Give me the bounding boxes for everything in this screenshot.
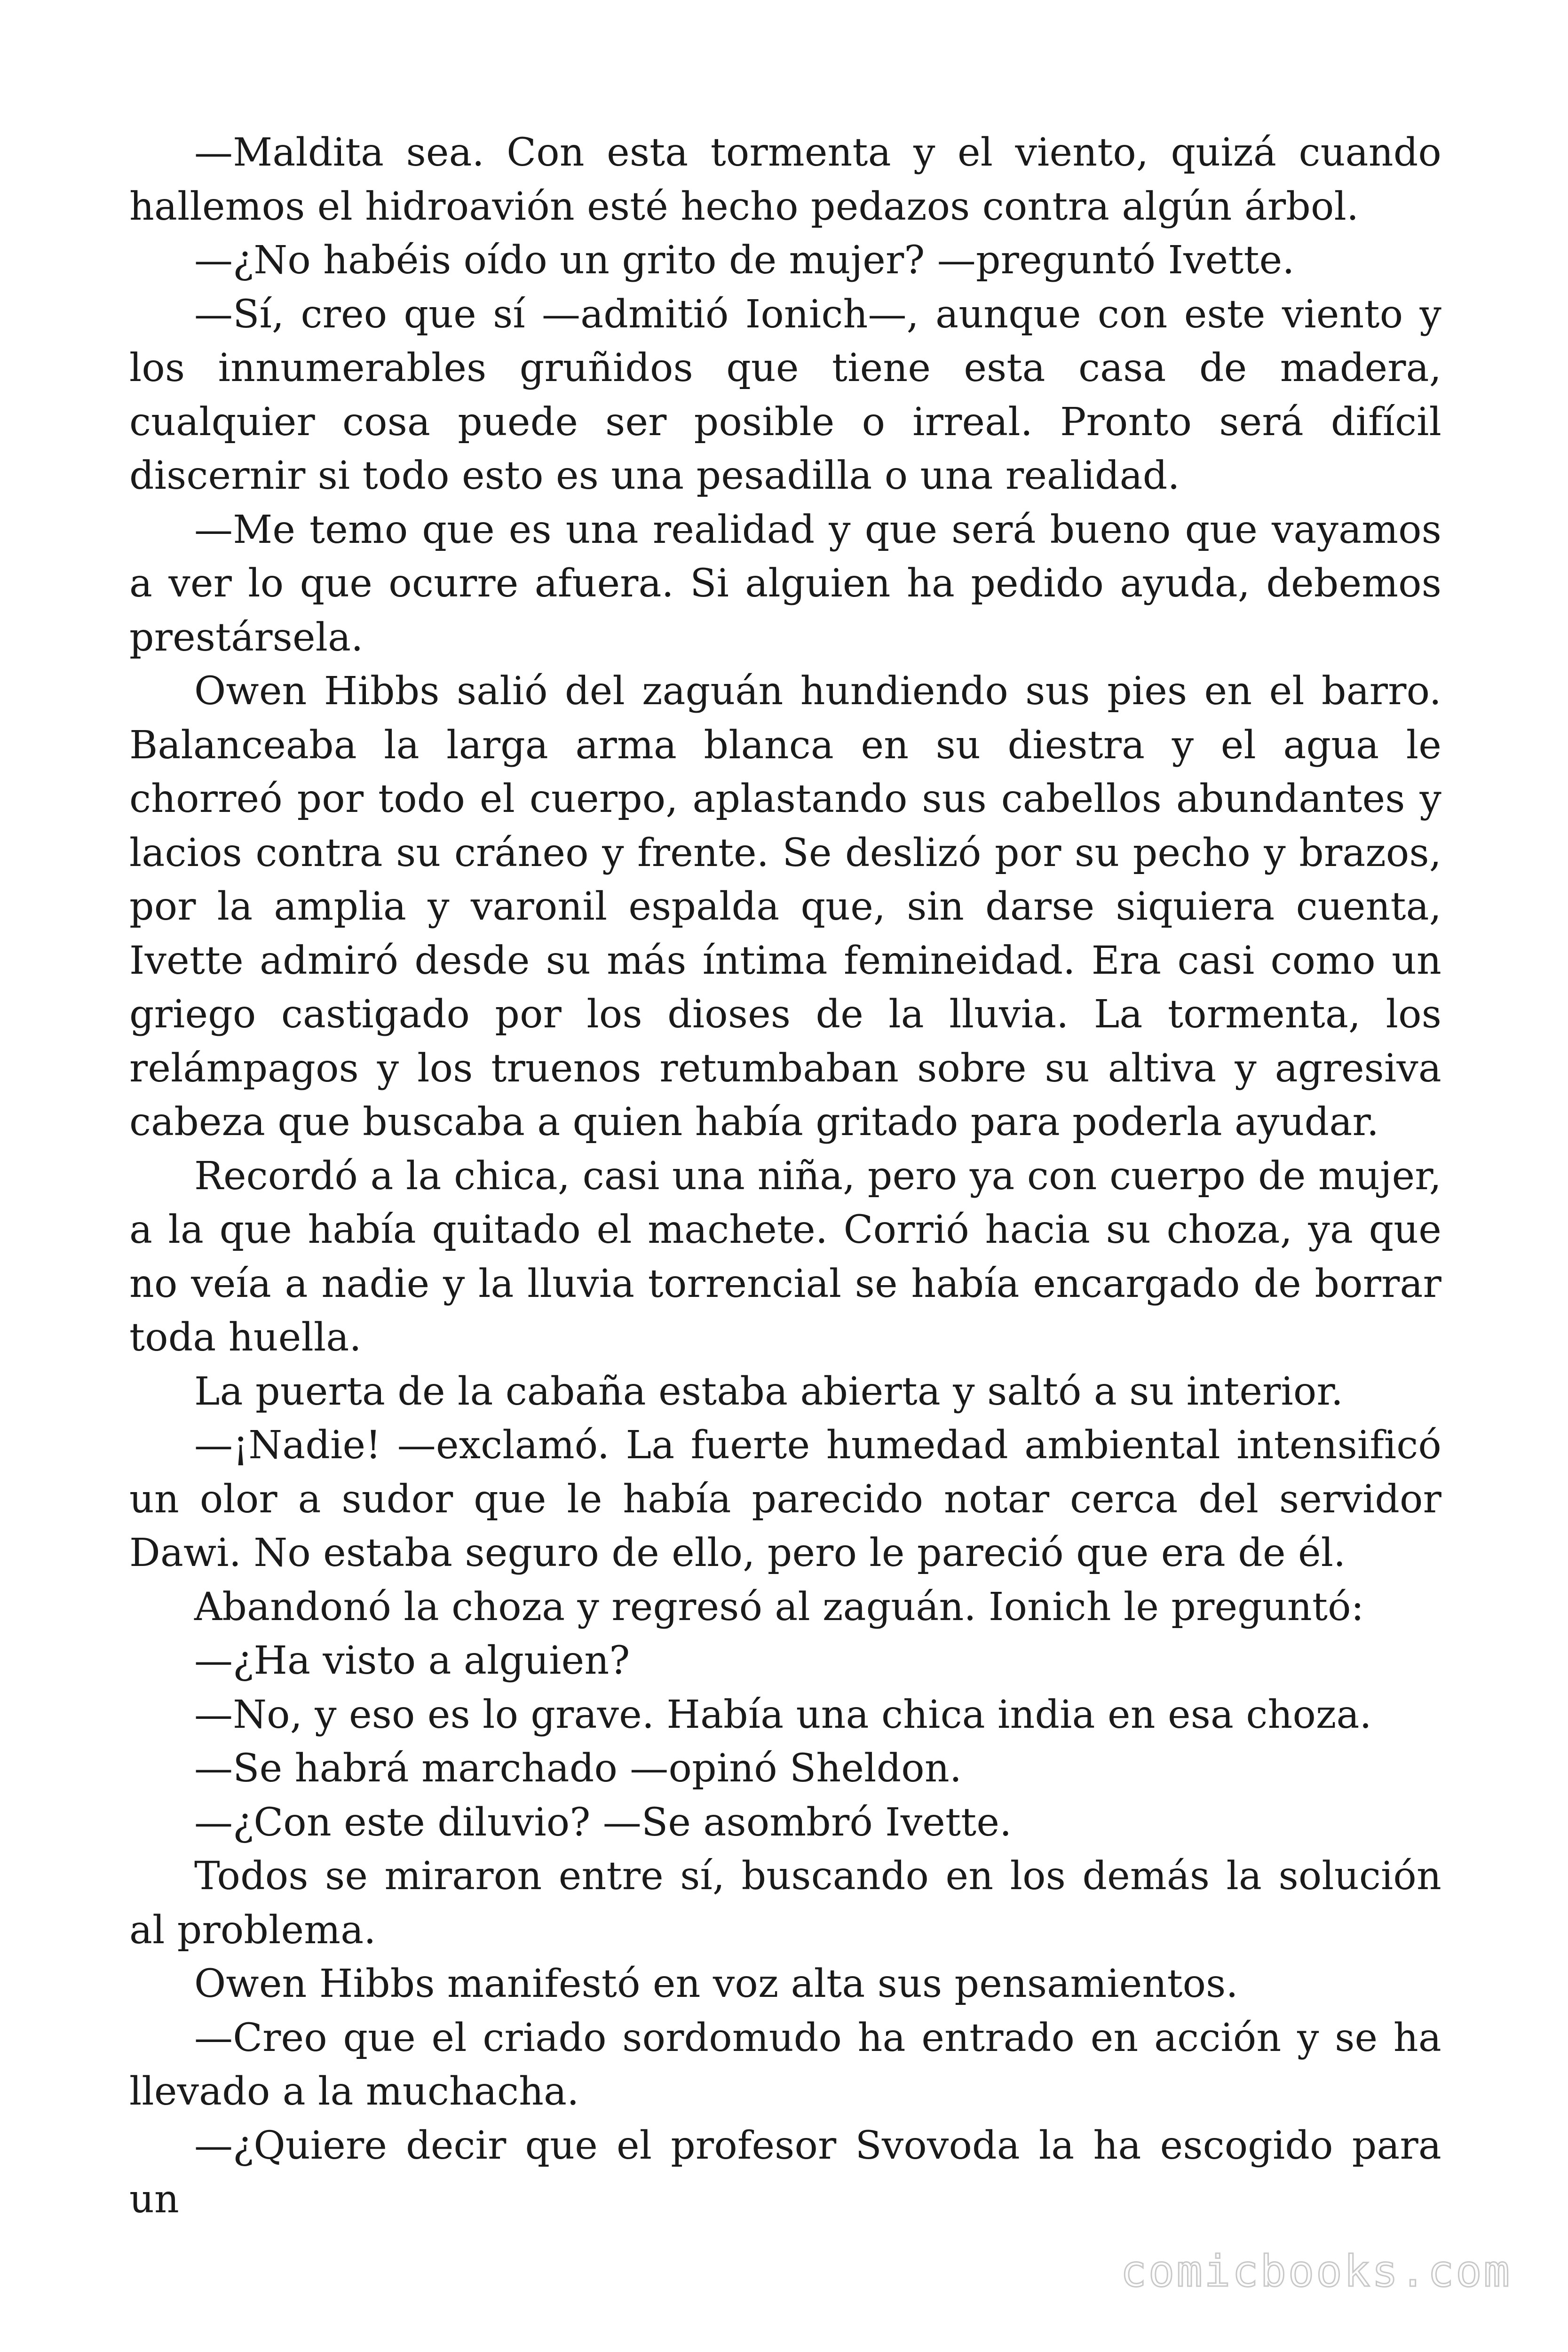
paragraph: Owen Hibbs salió del zaguán hundiendo sus pies en el barro. Balanceaba la larga arma blanca en su diestra y el agua le chorreó por todo el cuerpo, aplastando sus cabellos abundantes y lacios contra su cráneo y frente. Se deslizó por su pecho y brazos, por la amplia y varonil espalda que, sin darse siquiera cuenta, Ivette admiró desde su más íntima femineidad. Era casi como un griego castigado por los dioses de la lluvia. La tormenta, los relámpagos y los truenos retumbaban sobre su altiva y agresiva cabeza que buscaba a quien había gritado para poderla ayudar.	[129, 669, 1441, 1144]
paragraph: —No, y eso es lo grave. Había una chica india en esa choza.	[194, 1692, 1372, 1737]
paragraph: —Sí, creo que sí —admitió Ionich—, aunque con este viento y los innumerables gruñidos que tiene esta casa de madera, cualquier cosa puede ser posible o irreal. Pronto será difícil discernir si todo esto es una pesadilla o una realidad.	[129, 292, 1441, 498]
paragraph: —¿No habéis oído un grito de mujer? —preguntó Ivette.	[194, 238, 1295, 283]
paragraph: Abandonó la choza y regresó al zaguán. Ionich le preguntó:	[194, 1584, 1364, 1629]
paragraph: Recordó a la chica, casi una niña, pero ya con cuerpo de mujer, a la que había quitado el machete. Corrió hacia su choza, ya que no veía a nadie y la lluvia torrencial se había encargado de borrar toda huella.	[129, 1153, 1441, 1360]
paragraph-last-unfinished: —¿Quiere decir que el profesor Svovoda la ha escogido para un	[129, 2123, 1441, 2222]
paragraph: Todos se miraron entre sí, buscando en los demás la solución al problema.	[129, 1854, 1441, 1953]
paragraph: —Se habrá marchado —opinó Sheldon.	[194, 1746, 962, 1791]
watermark: comicbooks.com	[1120, 2246, 1512, 2296]
paragraph: —¿Ha visto a alguien?	[194, 1638, 630, 1683]
paragraph: —¿Con este diluvio? —Se asombró Ivette.	[194, 1800, 1012, 1845]
paragraph: —¡Nadie! —exclamó. La fuerte humedad ambiental intensificó un olor a sudor que le había parecido notar cerca del servidor Dawi. No estaba seguro de ello, pero le pareció que era de él.	[129, 1423, 1441, 1575]
paragraph: Owen Hibbs manifestó en voz alta sus pensamientos.	[194, 1962, 1238, 2006]
page-body	[129, 126, 1441, 2227]
paragraph: —Creo que el criado sordomudo ha entrado en acción y se ha llevado a la muchacha.	[129, 2015, 1441, 2114]
paragraph: La puerta de la cabaña estaba abierta y saltó a su interior.	[194, 1369, 1344, 1414]
paragraph: —Maldita sea. Con esta tormenta y el viento, quizá cuando hallemos el hidroavión esté hecho pedazos contra algún árbol.	[129, 130, 1441, 229]
paragraph: —Me temo que es una realidad y que será bueno que vayamos a ver lo que ocurre afuera. Si alguien ha pedido ayuda, debemos prestársela.	[129, 507, 1441, 660]
